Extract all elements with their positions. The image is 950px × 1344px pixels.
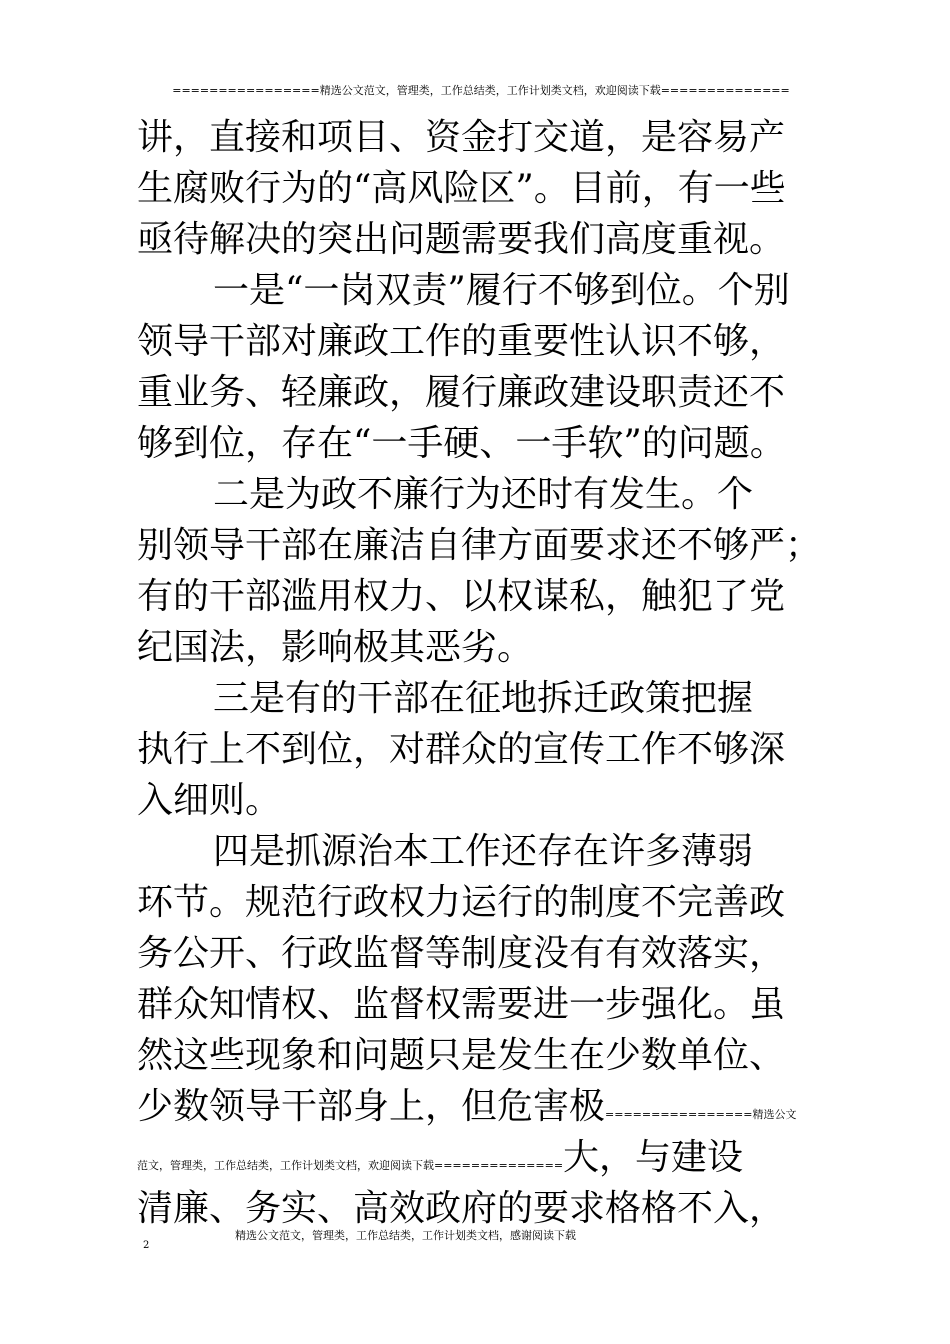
text-line: 执行上不到位，对群众的宣传工作不够深 bbox=[137, 729, 786, 770]
text-line: 然这些现象和问题只是发生在少数单位、 bbox=[137, 1035, 786, 1076]
paragraph-start-line: 四是抓源治本工作还存在许多薄弱 bbox=[213, 831, 754, 872]
text-line: 清廉、务实、高效政府的要求格格不入， bbox=[137, 1188, 786, 1229]
text-line: 重业务、轻廉政，履行廉政建设职责还不 bbox=[137, 372, 786, 413]
document-body bbox=[137, 112, 837, 1234]
text-segment: 大，与建设 bbox=[563, 1137, 744, 1178]
inline-banner: 范文，管理类，工作总结类，工作计划类文档，欢迎阅读下载============== bbox=[137, 1159, 564, 1172]
page-header-banner: ================精选公文范文，管理类，工作总结类，工作计划类文档，欢迎阅读下载============== bbox=[172, 84, 790, 97]
text-line: 务公开、行政监督等制度没有有效落实， bbox=[137, 933, 786, 974]
text-line: 纪国法，影响极其恶劣。 bbox=[137, 627, 534, 668]
text-line-with-banner bbox=[137, 1081, 837, 1132]
text-line: 生腐败行为的“高风险区”。目前，有一些 bbox=[137, 168, 786, 209]
text-line: 亟待解决的突出问题需要我们高度重视。 bbox=[137, 219, 786, 260]
text-segment: 少数领导干部身上，但危害极 bbox=[137, 1086, 606, 1127]
text-line: 够到位，存在“一手硬、一手软”的问题。 bbox=[137, 423, 786, 464]
text-line: 环节。规范行政权力运行的制度不完善政 bbox=[137, 882, 786, 923]
text-line: 入细则。 bbox=[137, 780, 282, 821]
text-line: 别领导干部在廉洁自律方面要求还不够严； bbox=[137, 525, 822, 566]
text-line-with-banner bbox=[137, 1132, 837, 1183]
page-number: 2 bbox=[143, 1240, 150, 1251]
page-footer: 精选公文范文，管理类，工作总结类，工作计划类文档，感谢阅读下载 bbox=[235, 1229, 576, 1242]
text-line: 讲，直接和项目、资金打交道，是容易产 bbox=[137, 117, 786, 158]
text-line: 领导干部对廉政工作的重要性认识不够， bbox=[137, 321, 786, 362]
paragraph-start-line: 二是为政不廉行为还时有发生。个 bbox=[213, 474, 754, 515]
text-line: 群众知情权、监督权需要进一步强化。虽 bbox=[137, 984, 786, 1025]
text-line: 有的干部滥用权力、以权谋私，触犯了党 bbox=[137, 576, 786, 617]
inline-banner: ================精选公文 bbox=[605, 1108, 797, 1121]
paragraph-start-line: 一是“一岗双责”履行不够到位。个别 bbox=[213, 270, 790, 311]
paragraph-start-line: 三是有的干部在征地拆迁政策把握 bbox=[213, 678, 754, 719]
